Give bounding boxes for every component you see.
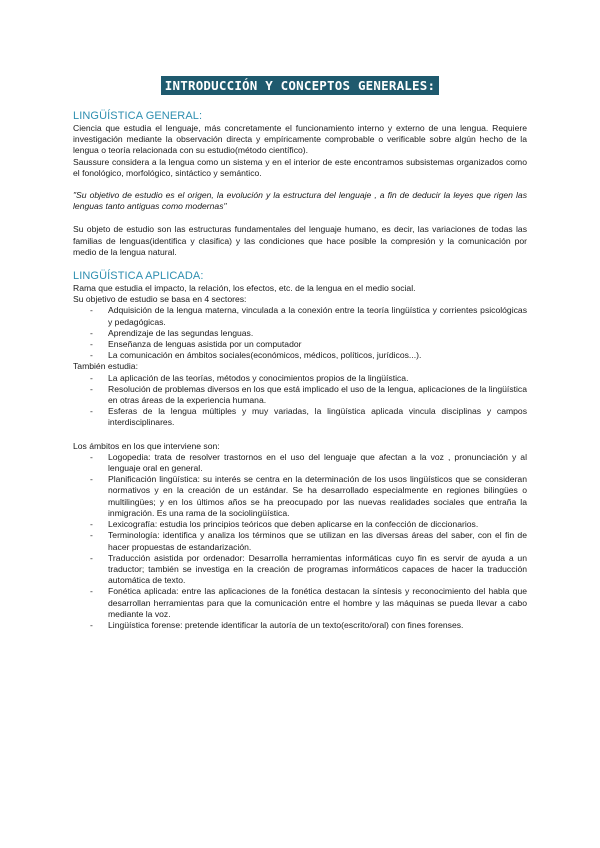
dash-bullet: -: [90, 552, 93, 563]
also-studies-list: [73, 373, 527, 429]
general-paragraph-2: Saussure considera a la lengua como un sistema y en el interior de este encontramos subsistemas organizados como el fonológico, morfológico, sintáctico y semántico.: [73, 156, 527, 178]
spacer: [73, 258, 527, 270]
list-item-text: Terminología: identifica y analiza los términos que se utilizan en las diversas áreas del saber, con el fin de hacer propuestas de estandarización.: [108, 530, 527, 552]
list-item: [73, 620, 527, 631]
page-title: INTRODUCCIÓN Y CONCEPTOS GENERALES:: [161, 76, 439, 95]
dash-bullet: -: [90, 305, 93, 316]
also-studies-label: También estudia:: [73, 361, 138, 372]
dash-bullet: -: [90, 372, 93, 383]
list-item: [73, 328, 527, 339]
list-item-text: Adquisición de la lengua materna, vinculada a la conexión entre la teoría lingüística y corrientes psicológicas y pedagógicas.: [108, 305, 527, 327]
list-item: [73, 339, 527, 350]
list-item-text: Traducción asistida por ordenador: Desarrolla herramientas informáticas cuyo fin es servir de ayuda a un traductor; también se investiga en la creación de programas informáticos capaces de hacer la traducción automática de texto.: [108, 552, 527, 586]
list-item: [73, 305, 527, 327]
list-item: [73, 350, 527, 361]
list-item-text: La comunicación en ámbitos sociales(económicos, médicos, políticos, jurídicos...).: [108, 350, 422, 361]
document-body: [73, 110, 527, 631]
list-item: [73, 452, 527, 474]
spacer: [73, 212, 527, 224]
list-item: [73, 474, 527, 519]
section-heading-general: LINGÜÍSTICA GENERAL:: [73, 110, 203, 122]
list-item: [73, 373, 527, 384]
list-item-text: La aplicación de las teorías, métodos y conocimientos propios de la lingüística.: [108, 372, 409, 383]
list-item-text: Resolución de problemas diversos en los que está implicado el uso de la lengua, aplicaciones de la lingüística en otras áreas de la experiencia humana.: [108, 383, 527, 406]
dash-bullet: -: [90, 530, 93, 541]
general-quote: "Su objetivo de estudio es el origen, la evolución y la estructura del lenguaje , a fin de deducir la leyes que rigen las lenguas tanto antiguas como modernas": [73, 190, 527, 212]
list-item: [73, 384, 527, 406]
applied-intro-1: Rama que estudia el impacto, la relación, los efectos, etc. de la lengua en el medio social.: [73, 283, 416, 294]
dash-bullet: -: [90, 406, 93, 417]
dash-bullet: -: [90, 519, 93, 530]
list-item-text: Lexicografía: estudia los principios teóricos que deben aplicarse en la confección de diccionarios.: [108, 519, 479, 530]
list-item: [73, 519, 527, 530]
title-block: [0, 76, 600, 95]
list-item-text: Enseñanza de lenguas asistida por un computador: [108, 339, 302, 350]
list-item-text: Planificación lingüística: su interés se centra en la determinación de los usos lingüísticos que se consideran normativos y en la creación de un estándar. Se ha desarrollado especialmente en regiones bilingües o multilingües; y en los últimos años se ha preocupado por las nuevas realidades sociales que entraña la inmigración. Es una rama de la sociolingüística.: [108, 474, 527, 518]
dash-bullet: -: [90, 451, 93, 462]
list-item: [73, 586, 527, 620]
list-item: [73, 406, 527, 428]
sectors-list: [73, 305, 527, 361]
general-paragraph-3: Su objeto de estudio son las estructuras fundamentales del lenguaje humano, es decir, las variaciones de todas las familias de lenguas(identifica y clasifica) y las condiciones que hace posible la compresión y la comunicación por medio de la lengua natural.: [73, 224, 527, 257]
list-item-text: Fonética aplicada: entre las aplicaciones de la fonética destacan la síntesis y reconocimiento del habla que desarrollan herramientas para que la comunicación entre el hombre y las máquinas se pueda llevar a cabo mediante la voz.: [108, 586, 527, 619]
fields-label: Los ámbitos en los que interviene son:: [73, 440, 220, 451]
dash-bullet: -: [90, 350, 93, 361]
fields-list: [73, 452, 527, 631]
section-heading-applied: LINGÜÍSTICA APLICADA:: [73, 270, 204, 283]
dash-bullet: -: [90, 619, 93, 630]
list-item-text: Lingüística forense: pretende identificar la autoría de un texto(escrito/oral) con fines forenses.: [108, 619, 464, 630]
list-item-text: Esferas de la lengua múltiples y muy variadas, la lingüística aplicada vincula disciplinas y campos interdisciplinares.: [108, 406, 527, 428]
dash-bullet: -: [90, 586, 93, 597]
dash-bullet: -: [90, 339, 93, 350]
list-item: [73, 530, 527, 552]
list-item: [73, 553, 527, 587]
dash-bullet: -: [90, 474, 93, 485]
dash-bullet: -: [90, 327, 93, 338]
list-item-text: Aprendizaje de las segundas lenguas.: [108, 327, 254, 338]
general-paragraph-1: Ciencia que estudia el lenguaje, más concretamente el funcionamiento interno y externo de una lengua. Requiere investigación mediante la observación directa y empíricamente comprobable o verificable sobre algún hecho de la lengua o teoría relacionada con su estudio(método científico).: [73, 123, 527, 156]
dash-bullet: -: [90, 383, 93, 394]
applied-intro-2: Su objetivo de estudio se basa en 4 sectores:: [73, 294, 247, 305]
spacer: [73, 429, 527, 441]
list-item-text: Logopedia: trata de resolver trastornos en el uso del lenguaje que afectan a la voz , pronunciación y al lenguaje oral en general.: [108, 451, 527, 474]
